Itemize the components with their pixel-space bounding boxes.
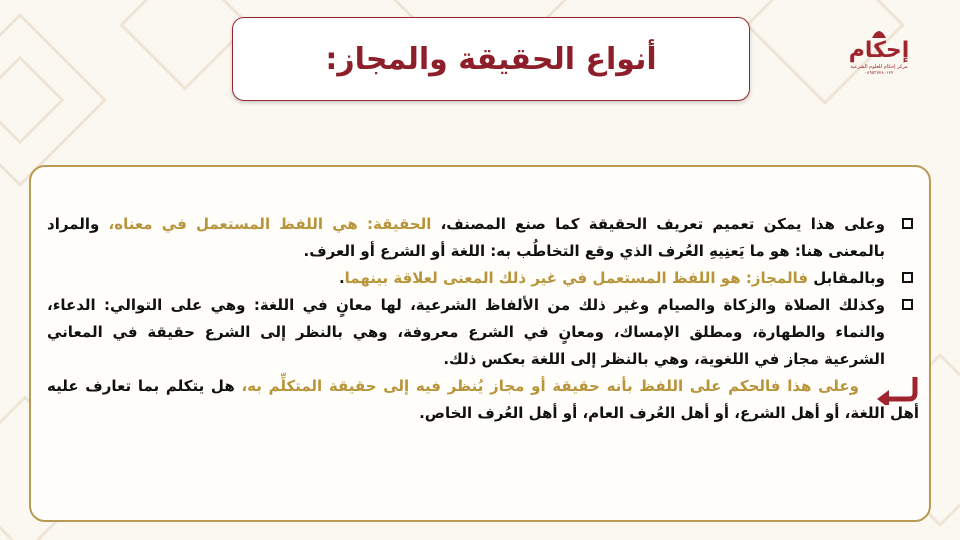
paragraph-4 [47, 373, 919, 427]
p4-highlight: وعلى هذا فالحكم على اللفظ بأنه حقيقة أو مجاز يُنظر فيه إلى حقيقة المتكلِّم به، [241, 377, 860, 395]
p3-text: وكذلك الصلاة والزكاة والصيام وغير ذلك من الألفاظ الشرعية، لها معانٍ في اللغة: وهي على التوالي: الدعاء، والنماء والطهارة، ومطلق الإمساك، ومعانٍ في الشرع معروفة، وهي بالنظر إلى الشرع حقيقة في المعاني الشرعية مجاز في اللغوية، وهي بالنظر إلى اللغة بعكس ذلك. [47, 296, 885, 368]
p1-text-b: والمراد بالمعنى هنا: هو ما يَعنِيهِ العُرف الذي وقع التخاطُب به: اللغة أو الشرع أو العرف. [47, 215, 885, 260]
p2-text-b: . [338, 269, 345, 287]
p1-text-a: وعلى هذا يمكن تعميم تعريف الحقيقة كما صنع المصنف، [431, 215, 885, 233]
logo-number: ٠٨٩٥٣٧٢٨٠١٢٢ [864, 71, 894, 76]
logo-subtitle: مركز إحكام للعلوم الشرعية [850, 64, 908, 70]
p2-text-a: وبالمقابل [808, 269, 885, 287]
checkbox-bullet-icon [902, 218, 913, 229]
content-box [29, 165, 931, 522]
p1-highlight: الحقيقة: هي اللفظ المستعمل في معناه، [108, 215, 432, 233]
slide-title: أنواع الحقيقة والمجاز: [325, 41, 657, 77]
content-text [47, 211, 919, 427]
checkbox-bullet-icon [902, 299, 913, 310]
logo-mark: إحكام [848, 38, 910, 63]
logo [850, 28, 908, 92]
p4-text: هل يتكلم بما تعارف عليه أهل اللغة، أو أهل الشرع، أو أهل العُرف العام، أو أهل العُرف الخاص. [47, 377, 919, 422]
title-box [232, 17, 750, 101]
checkbox-bullet-icon [902, 272, 913, 283]
p2-highlight: فالمجاز: هو اللفظ المستعمل في غير ذلك المعنى لعلاقة بينهما [344, 269, 809, 287]
paragraph-3 [47, 292, 919, 373]
paragraph-2 [47, 265, 919, 292]
paragraph-1 [47, 211, 919, 265]
dome-icon [870, 28, 888, 38]
curved-arrow-icon [871, 375, 921, 405]
